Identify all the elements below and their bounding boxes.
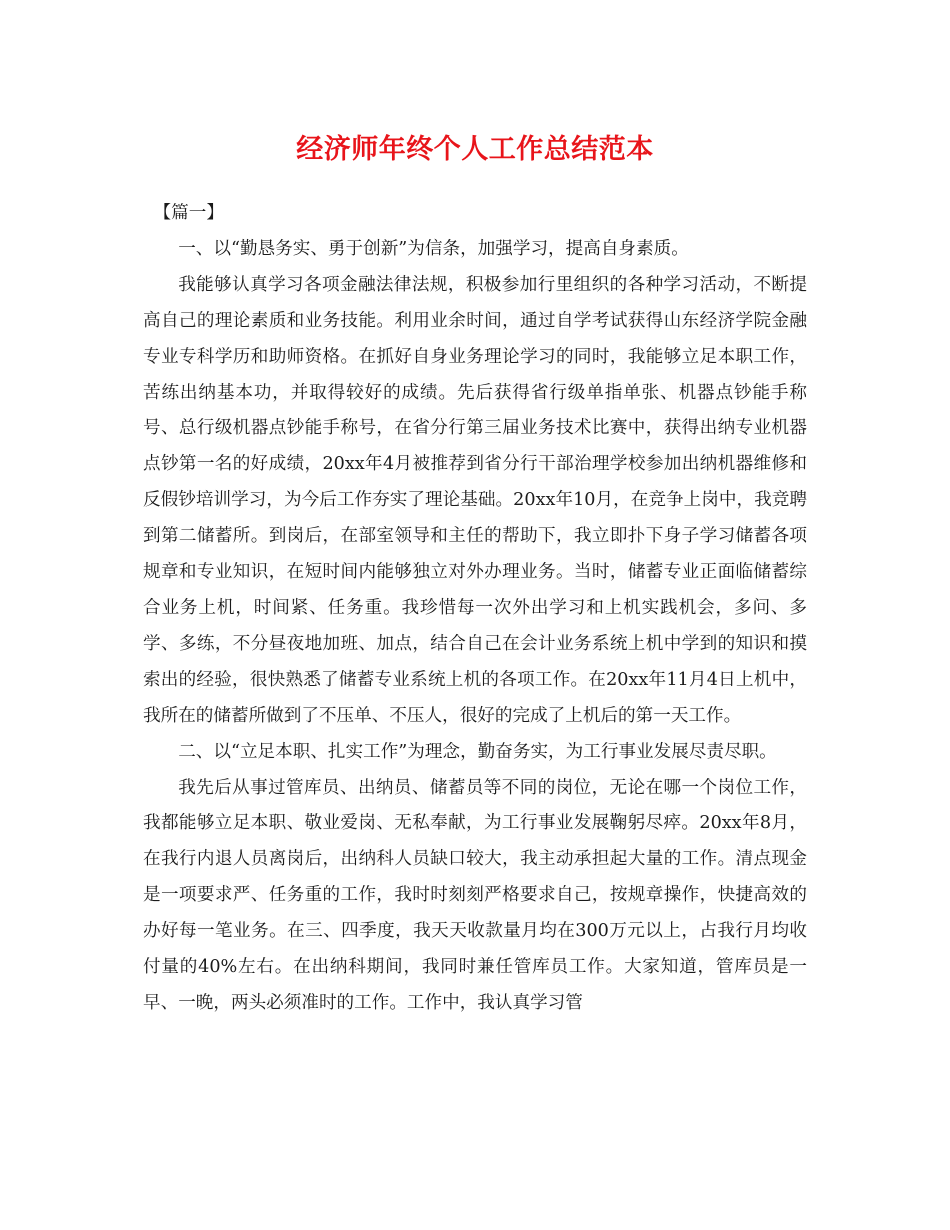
body-paragraph-2: 我先后从事过管库员、出纳员、储蓄员等不同的岗位，无论在哪一个岗位工作，我都能够立足本职、敬业爱岗、无私奉献，为工行事业发展鞠躬尽瘁。20xx年8月，在我行内退人员离岗后，出纳科人员缺口较大，我主动承担起大量的工作。清点现金是一项要求严、任务重的工作，我时时刻刻严格要求自己，按规章操作，快捷高效的办好每一笔业务。在三、四季度，我天天收款量月均在300万元以上，占我行月均收付量的40%左右。在出纳科期间，我同时兼任管库员工作。大家知道，管库员是一早、一晚，两头必须准时的工作。工作中，我认真学习管 xyxy=(143,777,807,1013)
body-paragraph-1: 我能够认真学习各项金融法律法规，积极参加行里组织的各种学习活动，不断提高自己的理论素质和业务技能。利用业余时间，通过自学考试获得山东经济学院金融专业专科学历和助师资格。在抓好自身业务理论学习的同时，我能够立足本职工作，苦练出纳基本功，并取得较好的成绩。先后获得省行级单指单张、机器点钞能手称号、总行级机器点钞能手称号，在省分行第三届业务技术比赛中，获得出纳专业机器点钞第一名的好成绩，20xx年4月被推荐到省分行干部治理学校参加出纳机器维修和反假钞培训学习，为今后工作夯实了理论基础。20xx年10月，在竞争上岗中，我竞聘到第二储蓄所。到岗后，在部室领导和主任的帮助下，我立即扑下身子学习储蓄各项规章和专业知识，在短时间内能够独立对外办理业务。当时，储蓄专业正面临储蓄综合业务上机，时间紧、任务重。我珍惜每一次外出学习和上机实践机会，多问、多学、多练，不分昼夜地加班、加点，结合自己在会计业务系统上机中学到的知识和摸索出的经验，很快熟悉了储蓄专业系统上机的各项工作。在20xx年11月4日上机中，我所在的储蓄所做到了不压单、不压人，很好的完成了上机后的第一天工作。 xyxy=(143,274,807,726)
section-label: 【篇一】 xyxy=(153,203,224,223)
document-body xyxy=(143,196,807,1022)
section-heading-2: 二、以“立足本职、扎实工作”为理念，勤奋务实，为工行事业发展尽责尽职。 xyxy=(178,741,777,762)
section-heading-1: 一、以“勤恳务实、勇于创新”为信条，加强学习，提高自身素质。 xyxy=(178,238,689,259)
document-title: 经济师年终个人工作总结范本 xyxy=(296,134,654,165)
